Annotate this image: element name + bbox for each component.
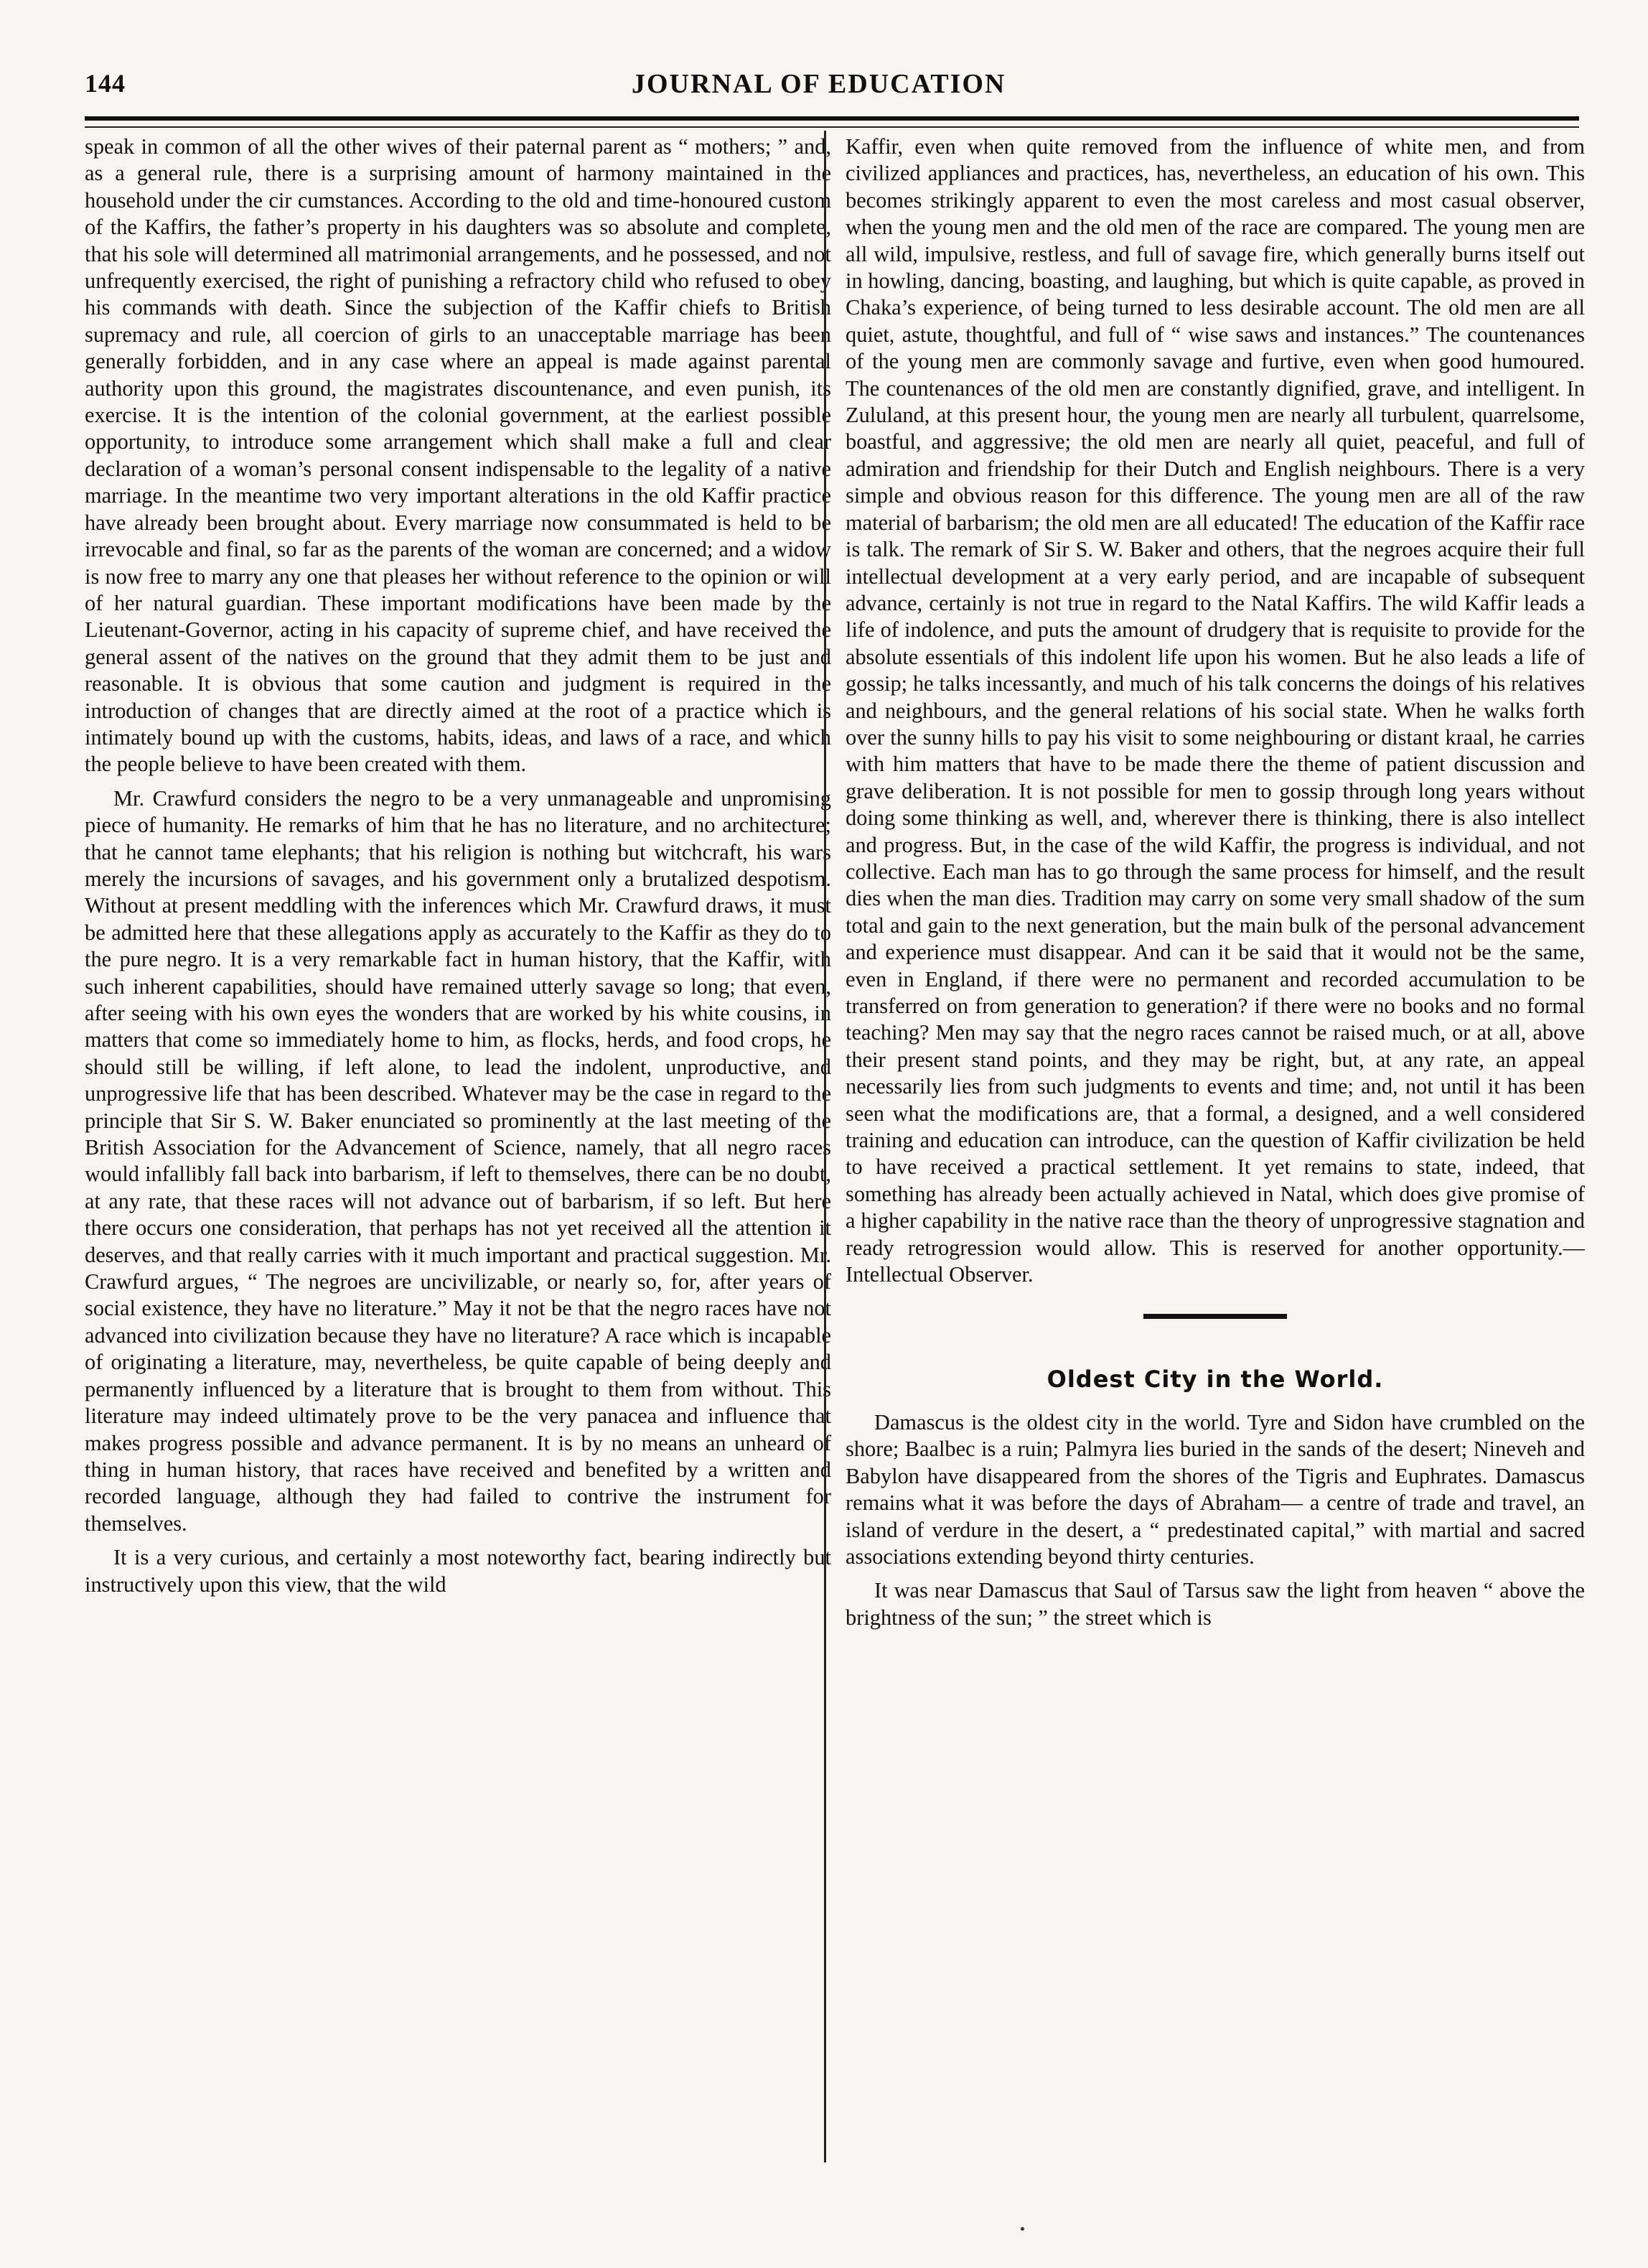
header-rule-thick — [85, 116, 1579, 121]
left-column — [85, 134, 831, 1598]
section-paragraph-2: It was near Damascus that Saul of Tarsus saw the light from heaven “ above the brightness of the sun; ” the street which is — [846, 1578, 1585, 1630]
right-column — [846, 134, 1585, 1631]
section-separator-rule — [1143, 1314, 1287, 1319]
page-number: 144 — [85, 69, 126, 98]
right-paragraph-1: Kaffir, even when quite removed from the influence of white men, and from civilized appliances and practices, has, nevertheless, an education of his own. This becomes strikingly apparent to even the most careless and most casual observer, when the young men and the old men of the race are compared. The young men are all wild, impulsive, restless, and full of savage fire, which generally burns itself out in howling, dancing, boasting, and laughing, but which is quite capable, as proved in Chaka’s experience, of being turned to less desirable account. The old men are all quiet, astute, thoughtful, and full of “ wise saws and instances.” The countenances of the young men are commonly savage and furtive, even when good humoured. The countenances of the old men are constantly dignified, grave, and intelligent. In Zululand, at this present hour, the young men are nearly all turbulent, quarrelsome, boastful, and aggressive; the old men are nearly all quiet, peaceful, and full of admiration and friendship for their Dutch and English neighbours. There is a very simple and obvious reason for this difference. The young men are all of the raw material of barbarism; the old men are all educated! The education of the Kaffir race is talk. The remark of Sir S. W. Baker and others, that the negroes acquire their full intellectual development at a very early period, and are incapable of subsequent advance, certainly is not true in regard to the Natal Kaffirs. The wild Kaffir leads a life of indolence, and puts the amount of drudgery that is requisite to provide for the absolute essentials of this indolent life upon his women. But he also leads a life of gossip; he talks incessantly, and much of his talk concerns the doings of his relatives and neighbours, and the general relations of his social state. When he walks forth over the sunny hills to pay his visit to some neighbouring or distant kraal, he carries with him matters that have to be made there the theme of patient discussion and grave deliberation. It is not possible for men to gossip through long years without doing some thinking as well, and, wherever there is thinking, there is also intellect and progress. But, in the case of the wild Kaffir, the progress is individual, and not collective. Each man has to go through the same process for himself, and the result dies when the man dies. Tradition may carry on some very small shadow of the sum total and gain to the next generation, but the main bulk of the personal advancement and experience must disappear. And can it be said that it would not be the same, even in England, if there were no permanent and recorded accumulation to be transferred on from generation to generation? if there were no books and no formal teaching? Men may say that the negro races cannot be raised much, or at all, above their present stand points, and they may be right, but, at any rate, an appeal necessarily lies from such judgments to events and time; and, not until it has been seen what the modifications are, that a formal, a designed, and a well considered training and education can introduce, can the question of Kaffir civilization be held to have received a practical settlement. It yet remains to state, indeed, that something has already been actually achieved in Natal, which does give promise of a higher capability in the native race than the theory of unprogressive stagnation and ready retrogression would allow. This is reserved for another opportunity.—Intellectual Observer. — [846, 134, 1585, 1287]
section-paragraph-1: Damascus is the oldest city in the world. Tyre and Sidon have crumbled on the shore; Baalbec is a ruin; Palmyra lies buried in the sands of the desert; Nineveh and Babylon have disappeared from the shores of the Tigris and Euphrates. Damascus remains what it was before the days of Abraham— a centre of trade and travel, an island of verdure in the desert, a “ predestinated capital,” with martial and sacred associations extending beyond thirty centuries. — [846, 1409, 1585, 1569]
left-paragraph-2: Mr. Crawfurd considers the negro to be a very unmanageable and unpromising piece of humanity. He remarks of him that he has no literature, and no architecture; that he cannot tame elephants; that his religion is nothing but witchcraft, his wars merely the incursions of savages, and his government only a brutalized despotism. Without at present meddling with the inferences which Mr. Crawfurd draws, it must be admitted here that these allegations apply as accurately to the Kaffir as they do to the pure negro. It is a very remarkable fact in human history, that the Kaffir, with such inherent capabilities, should have remained utterly savage so long; that even, after seeing with his own eyes the wonders that are worked by his white cousins, in matters that come so immediately home to him, as flocks, herds, and food crops, he should still be willing, if left alone, to lead the indolent, unproductive, and unprogressive life that has been described. Whatever may be the case in regard to the principle that Sir S. W. Baker enunciated so prominently at the last meeting of the British Association for the Advancement of Science, namely, that all negro races would infallibly fall back into barbarism, if left to themselves, there can be no doubt, at any rate, that these races will not advance out of barbarism, if so left. But here there occurs one consideration, that perhaps has not yet received all the attention it deserves, and that really carries with it much important and practical suggestion. Mr. Crawfurd argues, “ The negroes are uncivilizable, or nearly so, for, after years of social existence, they have no literature.” May it not be that the negro races have not advanced into civilization because they have no literature? A race which is incapable of originating a literature, may, nevertheless, be quite capable of being deeply and permanently influenced by a literature that is brought to them from without. This literature may indeed ultimately prove to be the very panacea and influence that makes progress possible and advance permanent. It is by no means an unheard of thing in human history, that races have received and benefited by a written and recorded language, although they had failed to contrive the instrument for themselves. — [85, 785, 831, 1536]
header-rule-thin — [85, 126, 1579, 128]
printer-mark-dot — [1021, 2227, 1024, 2231]
left-paragraph-1: speak in common of all the other wives of their paternal parent as “ mothers; ” and, as a general rule, there is a surprising amount of harmony maintained in the household under the cir cumstances. According to the old and time-honoured custom of the Kaffirs, the father’s property in his daughters was so absolute and complete, that his sole will determined all matrimonial arrangements, and he possessed, and not unfrequently exercised, the right of punishing a refractory child who refused to obey his commands with death. Since the subjection of the Kaffir chiefs to British supremacy and rule, all coercion of girls to an unacceptable marriage has been generally forbidden, and in any case where an appeal is made against parental authority upon this ground, the magistrates discountenance, and even punish, its exercise. It is the intention of the colonial government, at the earliest possible opportunity, to introduce some arrangement which shall make a full and clear declaration of a woman’s personal consent indispensable to the legality of a native marriage. In the meantime two very important alterations in the old Kaffir practice have already been brought about. Every marriage now consummated is held to be irrevocable and final, so far as the parents of the woman are concerned; and a widow is now free to marry any one that pleases her without reference to the opinion or will of her natural guardian. These important modifications have been made by the Lieutenant-Governor, acting in his capacity of supreme chief, and have received the general assent of the natives on the ground that they admit them to be just and reasonable. It is obvious that some caution and judgment is required in the introduction of changes that are directly aimed at the root of a practice which is intimately bound up with the customs, habits, ideas, and laws of a race, and which the people believe to have been created with them. — [85, 134, 831, 777]
section-heading: Oldest City in the World. — [1047, 1366, 1384, 1394]
running-title: JOURNAL OF EDUCATION — [632, 69, 1006, 99]
left-paragraph-3: It is a very curious, and certainly a most noteworthy fact, bearing indirectly but instructively upon this view, that the wild — [85, 1545, 831, 1597]
column-divider — [824, 131, 826, 2162]
